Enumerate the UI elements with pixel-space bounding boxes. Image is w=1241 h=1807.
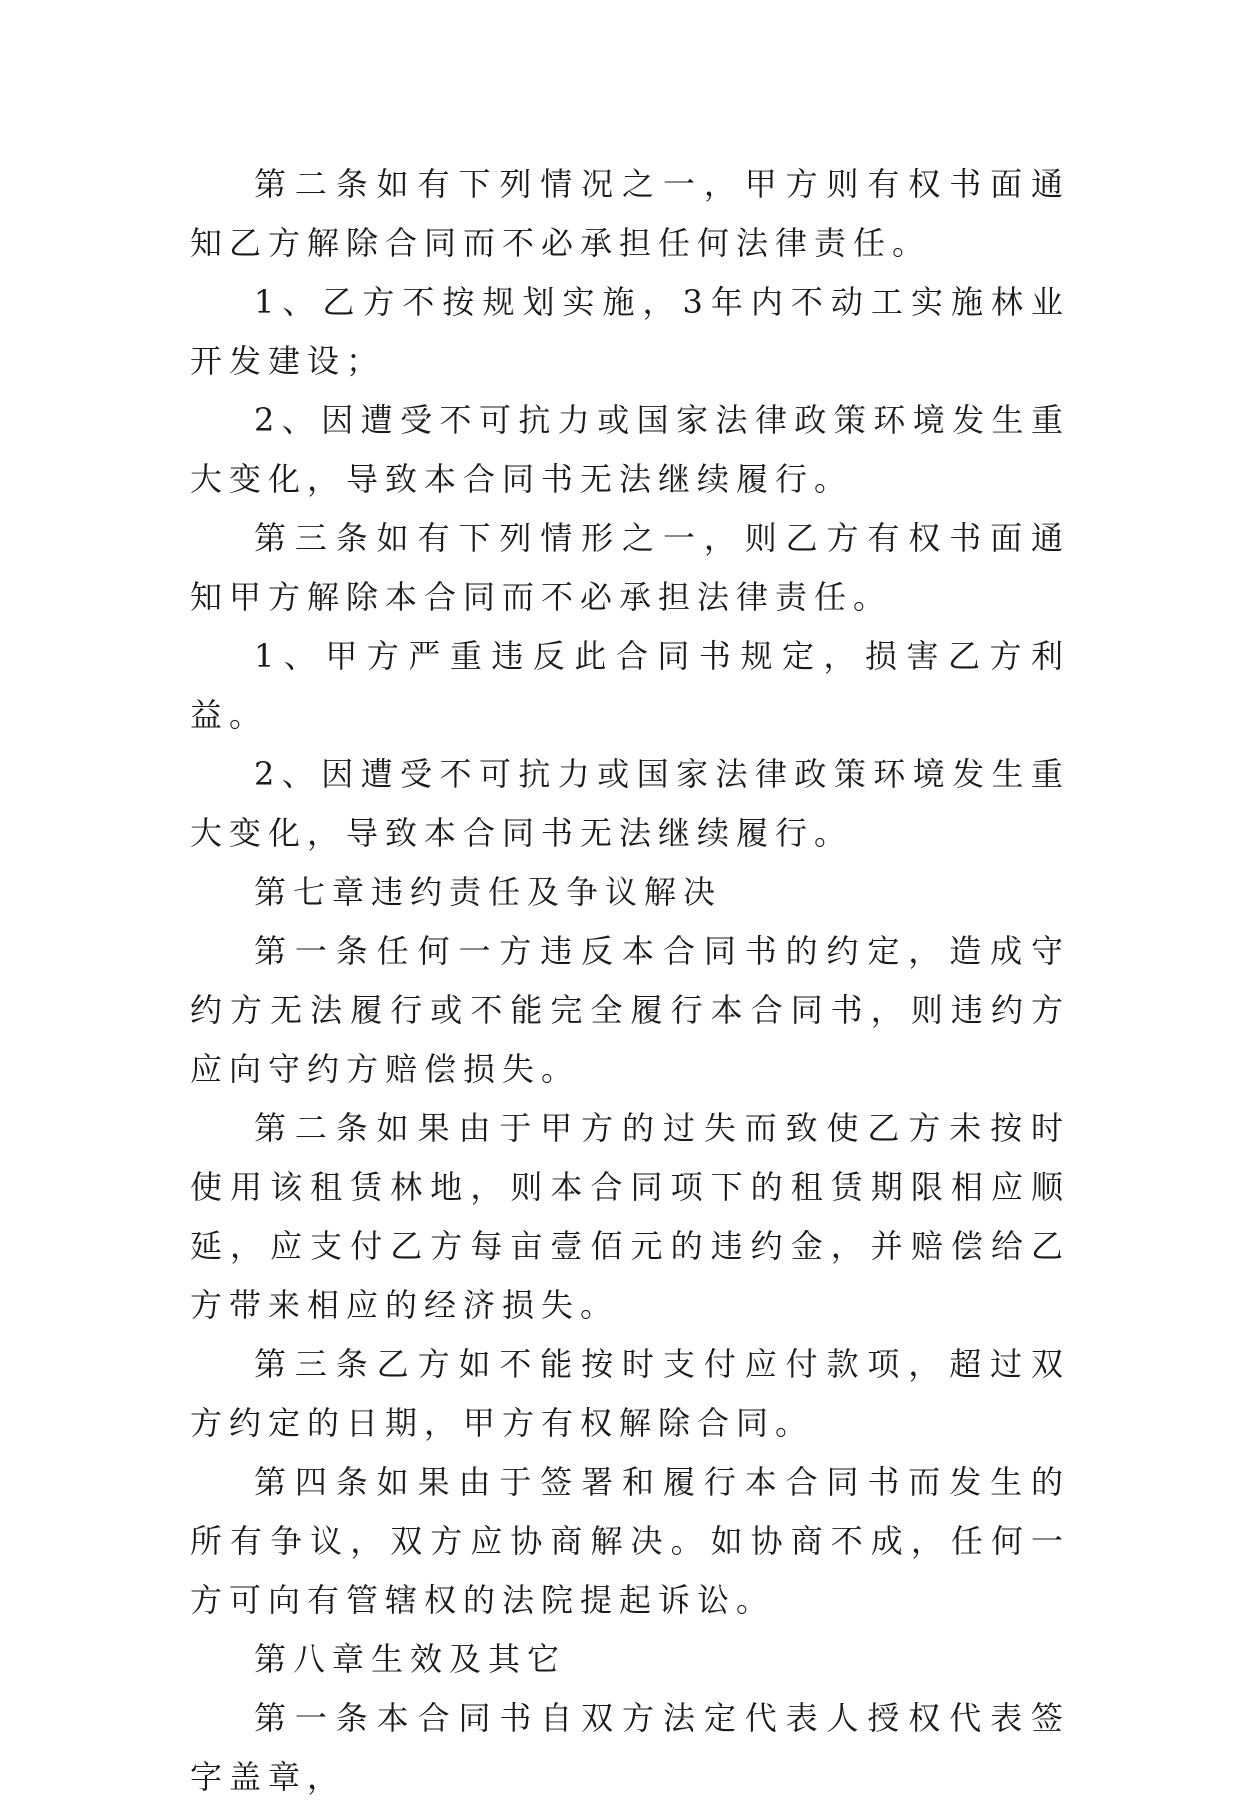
paragraph-article-2-termination: 第二条如有下列情况之一，甲方则有权书面通知乙方解除合同而不必承担任何法律责任。 — [190, 165, 1070, 262]
chapter-heading-7: 第七章违约责任及争议解决 — [254, 873, 723, 911]
paragraph-article-1-liability: 第一条任何一方违反本合同书的约定，造成守约方无法履行或不能完全履行本合同书，则违约方应向守约方赔偿损失。 — [190, 932, 1070, 1088]
paragraph-item-2: 2、因遭受不可抗力或国家法律政策环境发生重大变化，导致本合同书无法继续履行。 — [190, 401, 1070, 498]
paragraph-article-4-disputes: 第四条如果由于签署和履行本合同书而发生的所有争议，双方应协商解决。如协商不成，任何一方可向有管辖权的法院提起诉讼。 — [190, 1463, 1070, 1619]
paragraph-article-1-effect: 第一条本合同书自双方法定代表人授权代表签字盖章， — [190, 1699, 1070, 1796]
paragraph-item-1: 1、乙方不按规划实施，3年内不动工实施林业开发建设； — [190, 283, 1070, 380]
paragraph-item-2: 2、因遭受不可抗力或国家法律政策环境发生重大变化，导致本合同书无法继续履行。 — [190, 755, 1070, 852]
document-body — [190, 155, 1070, 1807]
paragraph-article-3-liability: 第三条乙方如不能按时支付应付款项，超过双方约定的日期，甲方有权解除合同。 — [190, 1345, 1070, 1442]
paragraph-article-2-liability: 第二条如果由于甲方的过失而致使乙方未按时使用该租赁林地，则本合同项下的租赁期限相应顺延，应支付乙方每亩壹佰元的违约金，并赔偿给乙方带来相应的经济损失。 — [190, 1109, 1070, 1324]
chapter-heading-8: 第八章生效及其它 — [254, 1640, 567, 1678]
paragraph-item-1: 1、甲方严重违反此合同书规定，损害乙方利益。 — [190, 637, 1070, 734]
paragraph-article-3-termination: 第三条如有下列情形之一，则乙方有权书面通知甲方解除本合同而不必承担法律责任。 — [190, 519, 1070, 616]
